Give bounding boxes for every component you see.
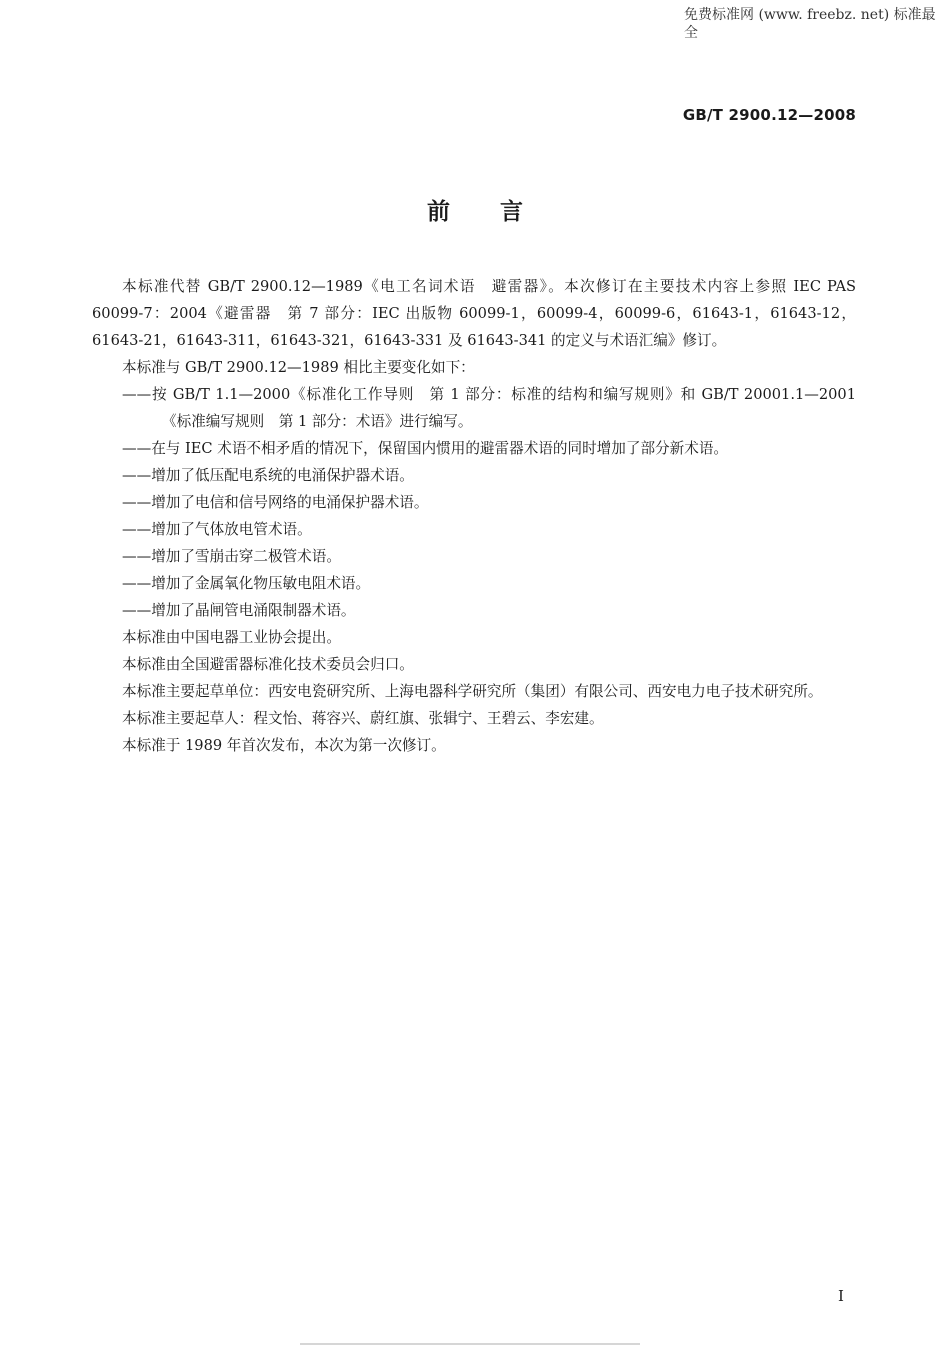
paragraph-drafters: 本标准主要起草人：程文怡、蒋容兴、蔚红旗、张辑宁、王碧云、李宏建。: [122, 710, 604, 727]
page-title: 前言: [427, 199, 573, 225]
paragraph-proposer: 本标准由中国电器工业协会提出。: [122, 629, 341, 646]
change-item: ——在与 IEC 术语不相矛盾的情况下，保留国内惯用的避雷器术语的同时增加了部分新术语。: [122, 440, 729, 457]
change-item: ——增加了金属氧化物压敏电阻术语。: [122, 575, 371, 592]
bottom-divider: [300, 1343, 640, 1345]
site-watermark: 免费标准网 (www. freebz. net) 标准最全: [684, 7, 936, 41]
paragraph-changes-intro: 本标准与 GB/T 2900.12—1989 相比主要变化如下：: [122, 359, 475, 376]
change-item: ——增加了电信和信号网络的电涌保护器术语。: [122, 494, 429, 511]
change-item: ——增加了晶闸管电涌限制器术语。: [122, 602, 356, 619]
change-item: ——增加了低压配电系统的电涌保护器术语。: [122, 467, 414, 484]
paragraph-replacement: 本标准代替 GB/T 2900.12—1989《电工名词术语 避雷器》。本次修订在主要技术内容上参照 IEC PAS 60099-7：2004《避雷器 第 7 部分：IEC 出版物 60099-1，60099-4，60099-6，61643-1，61643-12，61643-21，61643-311，61643-321，61643-331 及 61643-341 的定义与术语汇编》修订。: [92, 278, 856, 349]
paragraph-committee: 本标准由全国避雷器标准化技术委员会归口。: [122, 656, 414, 673]
standard-number: GB/T 2900.12—2008: [682, 106, 856, 124]
foreword-body: [92, 273, 856, 759]
page-number: I: [838, 1287, 844, 1305]
paragraph-history: 本标准于 1989 年首次发布，本次为第一次修订。: [122, 737, 446, 754]
change-item: ——按 GB/T 1.1—2000《标准化工作导则 第 1 部分：标准的结构和编写规则》和 GB/T 20001.1—2001《标准编写规则 第 1 部分：术语》进行编写。: [122, 386, 856, 430]
change-item: ——增加了雪崩击穿二极管术语。: [122, 548, 341, 565]
change-item: ——增加了气体放电管术语。: [122, 521, 312, 538]
paragraph-drafting-units: 本标准主要起草单位：西安电瓷研究所、上海电器科学研究所（集团）有限公司、西安电力电子技术研究所。: [122, 683, 823, 700]
